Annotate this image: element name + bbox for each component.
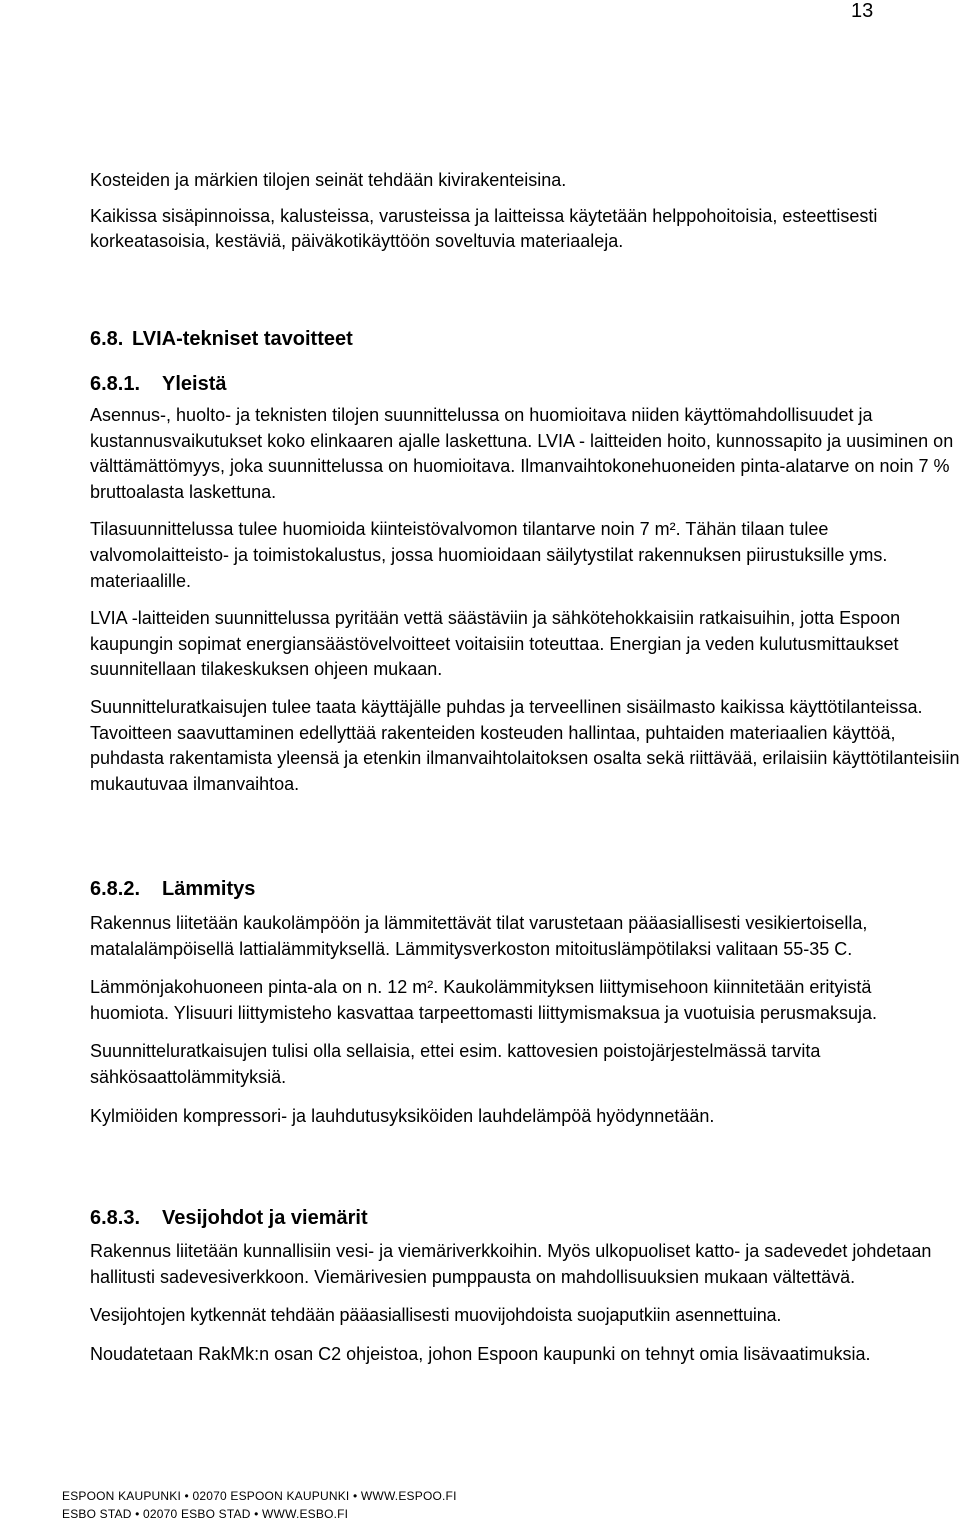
paragraph: Vesijohtojen kytkennät tehdään pääasiallisesti muovijohdoista suojaputkiin asennettuina. — [90, 1305, 782, 1326]
section-number: 6.8. — [90, 328, 124, 350]
section-number: 6.8.3. — [90, 1207, 141, 1229]
section-title: Lämmitys — [162, 878, 256, 900]
intro-paragraph-2: Kaikissa sisäpinnoissa, kalusteissa, varusteissa ja laitteissa käytetään helppohoitoisia, esteettisesti korkeatasoisia, kestäviä, päiväkotikäyttöön soveltuvia materiaaleja. — [90, 205, 878, 252]
paragraph: Tilasuunnittelussa tulee huomioida kiinteistövalvomon tilantarve noin 7 m². Tähän tilaan tulee valvomolaitteisto- ja toimistokalustus, jossa huomioidaan säilytystilat rakennuksen piirustuksille yms. materiaalille. — [90, 519, 888, 591]
section-6-8-3-body — [90, 1239, 950, 1367]
section-heading-6-8-1 — [90, 372, 226, 396]
footer-line-1: ESPOON KAUPUNKI • 02070 ESPOON KAUPUNKI • WWW.ESPOO.FI — [62, 1489, 457, 1503]
paragraph: Kylmiöiden kompressori- ja lauhdutusyksiköiden lauhdelämpöä hyödynnetään. — [90, 1105, 715, 1126]
paragraph: Suunnitteluratkaisujen tulee taata käyttäjälle puhdas ja terveellinen sisäilmasto kaikissa käyttötilanteissa. Tavoitteen saavuttaminen edellyttää rakenteiden kosteuden hallintaa, puhtaiden materiaalien käyttöä, puhdasta rakentamista yleensä ja etenkin ilmanvaihtolaitoksen osalta sekä riittävää, erilaisiin käyttötilanteisiin mukautuvaa ilmanvaihtoa. — [90, 696, 960, 794]
section-6-8-1-body — [90, 403, 960, 797]
section-number: 6.8.1. — [90, 373, 141, 395]
paragraph: Rakennus liitetään kunnallisiin vesi- ja viemäriverkkoihin. Myös ulkopuoliset katto- ja sadevedet johdetaan hallitusti sadevesiverkkoon. Viemärivesien pumppausta on mahdollisuuksien mukaan vältettävä. — [90, 1241, 932, 1287]
intro-block — [90, 168, 955, 255]
paragraph: LVIA -laitteiden suunnittelussa pyritään vettä säästäviin ja sähkötehokkaisiin ratkaisuihin, jotta Espoon kaupungin sopimat energiansäästövelvoitteet voitaisiin toteuttaa. Energian ja veden kulutusmittaukset suunnitellaan tilakeskuksen ohjeen mukaan. — [90, 608, 901, 680]
intro-paragraph-1: Kosteiden ja märkien tilojen seinät tehdään kivirakenteisina. — [90, 170, 567, 190]
section-title: LVIA-tekniset tavoitteet — [132, 328, 353, 350]
footer-line-2: ESBO STAD • 02070 ESBO STAD • WWW.ESBO.FI — [62, 1507, 349, 1521]
paragraph: Noudatetaan RakMk:n osan C2 ohjeistoa, johon Espoon kaupunki on tehnyt omia lisävaatimuksia. — [90, 1343, 871, 1364]
section-heading-6-8-3 — [90, 1206, 368, 1230]
section-number: 6.8.2. — [90, 878, 141, 900]
paragraph: Rakennus liitetään kaukolämpöön ja lämmitettävät tilat varustetaan pääasiallisesti vesikiertoisella, matalalämpöisellä lattialämmityksellä. Lämmitysverkoston mitoituslämpötilaksi valitaan 55-35 C. — [90, 913, 868, 959]
page-number: 13 — [851, 0, 874, 22]
paragraph: Suunnitteluratkaisujen tulisi olla sellaisia, ettei esim. kattovesien poistojärjestelmässä tarvita sähkösaattolämmityksiä. — [90, 1041, 821, 1087]
paragraph: Lämmönjakohuoneen pinta-ala on n. 12 m². Kaukolämmityksen liittymisehoon kiinnitetään erityistä huomiota. Ylisuuri liittymisteho kasvattaa tarpeettomasti liittymismaksua ja vuotuisia perusmaksuja. — [90, 977, 877, 1023]
section-heading-6-8 — [90, 327, 353, 351]
section-title: Vesijohdot ja viemärit — [162, 1207, 368, 1229]
section-6-8-2-body — [90, 911, 950, 1129]
section-title: Yleistä — [162, 373, 227, 395]
paragraph: Asennus-, huolto- ja teknisten tilojen suunnittelussa on huomioitava niiden käyttömahdollisuudet ja kustannusvaikutukset koko elinkaaren ajalle laskettuna. LVIA - laitteiden hoito, kunnossapito ja uusiminen on välttämättömyys, joka suunnittelussa on huomioitava. Ilmanvaihtokonehuoneiden pinta-alatarve on noin 7 % bruttoalasta laskettuna. — [90, 405, 954, 502]
section-heading-6-8-2 — [90, 877, 255, 901]
